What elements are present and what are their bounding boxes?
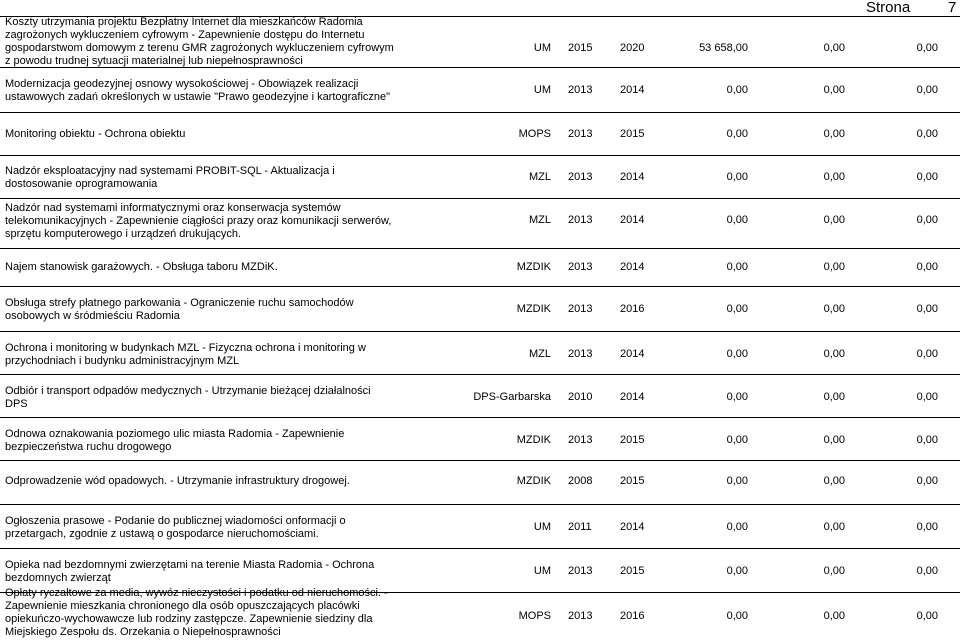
row-value-1: 0,00 [726, 261, 748, 273]
row-value-3: 0,00 [916, 565, 938, 577]
row-description: Opieka nad bezdomnymi zwierzętami na terenie Miasta Radomia - Ochrona bezdomnych zwierząt [5, 559, 375, 584]
row-year-to: 2014 [620, 214, 645, 226]
page-header [0, 0, 960, 17]
row-year-from: 2011 [568, 521, 592, 533]
table-row [0, 461, 960, 505]
row-year-from: 2013 [568, 84, 593, 96]
table-row [0, 375, 960, 418]
row-year-to: 2014 [620, 391, 645, 403]
row-unit: UM [533, 521, 551, 533]
row-value-1: 0,00 [726, 475, 748, 487]
row-value-1: 0,00 [726, 303, 748, 315]
row-value-2: 0,00 [823, 128, 845, 140]
row-year-to: 2020 [620, 42, 645, 54]
row-year-to: 2014 [620, 261, 645, 273]
row-value-1: 0,00 [726, 348, 748, 360]
row-value-1: 0,00 [726, 128, 748, 140]
budget-table [0, 16, 960, 643]
row-value-2: 0,00 [823, 84, 845, 96]
row-year-from: 2013 [568, 434, 593, 446]
row-unit: MZL [529, 348, 551, 360]
table-row [0, 156, 960, 199]
row-unit: MZDIK [516, 475, 551, 487]
row-year-from: 2013 [568, 565, 593, 577]
row-value-1: 0,00 [726, 565, 748, 577]
row-year-to: 2015 [620, 434, 645, 446]
row-value-1: 0,00 [726, 521, 748, 533]
row-value-3: 0,00 [916, 128, 938, 140]
row-year-from: 2013 [568, 214, 593, 226]
row-description: Ogłoszenia prasowe - Podanie do publicznej wiadomości onformacji o przetargach, zgodnie z ustawą o gospodarce nieruchomościami. [5, 515, 346, 540]
row-value-2: 0,00 [823, 214, 845, 226]
row-value-3: 0,00 [916, 348, 938, 360]
row-description: Obsługa strefy płatnego parkowania - Ograniczenie ruchu samochodów osobowych w śródmieściu Radomia [5, 297, 354, 322]
page-number: 7 [948, 0, 957, 16]
row-value-1: 0,00 [726, 610, 748, 622]
row-year-to: 2016 [620, 610, 645, 622]
row-value-3: 0,00 [916, 391, 938, 403]
row-description: Najem stanowisk garażowych. - Obsługa taboru MZDiK. [5, 261, 278, 273]
row-value-3: 0,00 [916, 171, 938, 183]
row-value-1: 0,00 [726, 391, 748, 403]
row-value-2: 0,00 [823, 261, 845, 273]
table-row [0, 505, 960, 549]
row-year-to: 2014 [620, 171, 645, 183]
row-description: Nadzór nad systemami informatycznymi oraz konserwacja systemów telekomunikacyjnych - Zapewnienie ciągłości prazy oraz komunikacji serwerów, sprzętu komputerowego i urządzeń drukujących. [5, 202, 392, 240]
row-year-to: 2014 [620, 84, 645, 96]
row-unit: UM [533, 84, 551, 96]
row-value-1: 0,00 [726, 214, 748, 226]
table-row [0, 332, 960, 375]
row-unit: UM [533, 565, 551, 577]
table-row [0, 418, 960, 461]
row-unit: DPS-Garbarska [473, 391, 551, 403]
row-value-2: 0,00 [823, 42, 845, 54]
table-row [0, 587, 960, 643]
row-year-from: 2013 [568, 171, 593, 183]
row-year-from: 2013 [568, 303, 593, 315]
row-value-3: 0,00 [916, 610, 938, 622]
row-value-3: 0,00 [916, 303, 938, 315]
row-year-to: 2014 [620, 521, 645, 533]
table-row [0, 287, 960, 332]
row-year-from: 2013 [568, 128, 593, 140]
row-value-1: 0,00 [726, 171, 748, 183]
row-description: Odprowadzenie wód opadowych. - Utrzymanie infrastruktury drogowej. [5, 475, 350, 487]
row-value-2: 0,00 [823, 391, 845, 403]
row-value-3: 0,00 [916, 434, 938, 446]
row-unit: MZL [529, 171, 551, 183]
row-value-3: 0,00 [916, 261, 938, 273]
row-unit: MZDIK [516, 261, 551, 273]
row-year-from: 2008 [568, 475, 593, 487]
row-unit: MZDIK [516, 303, 551, 315]
row-unit: MZL [529, 214, 551, 226]
row-year-from: 2013 [568, 610, 593, 622]
row-value-2: 0,00 [823, 348, 845, 360]
table-row [0, 16, 960, 68]
row-description: Nadzór eksploatacyjny nad systemami PROBIT-SQL - Aktualizacja i dostosowanie oprogramowania [5, 165, 335, 190]
row-value-2: 0,00 [823, 610, 845, 622]
row-year-to: 2015 [620, 565, 645, 577]
row-value-3: 0,00 [916, 42, 938, 54]
table-row [0, 68, 960, 113]
row-description: Koszty utrzymania projektu Bezpłatny Internet dla mieszkańców Radomia zagrożonych wykluczeniem cyfrowym - Zapewnienie dostępu do Internetu gospodarstwom domowym z terenu GMR zagrożonych wykluczeniem cyfrowym z powodu trudnej sytuacji materialnej lub niepełnosprawności [5, 16, 394, 67]
row-value-2: 0,00 [823, 475, 845, 487]
row-value-1: 0,00 [726, 84, 748, 96]
table-row [0, 113, 960, 156]
row-value-1: 53 658,00 [699, 42, 748, 54]
row-value-3: 0,00 [916, 84, 938, 96]
row-unit: MOPS [518, 610, 551, 622]
table-row [0, 199, 960, 249]
row-description: Odnowa oznakowania poziomego ulic miasta Radomia - Zapewnienie bezpieczeństwa ruchu drogowego [5, 428, 345, 453]
row-value-2: 0,00 [823, 434, 845, 446]
row-value-2: 0,00 [823, 171, 845, 183]
row-unit: MOPS [518, 128, 551, 140]
row-year-to: 2016 [620, 303, 645, 315]
row-description: Ochrona i monitoring w budynkach MZL - Fizyczna ochrona i monitoring w przychodniach i budynku administracyjnym MZL [5, 342, 366, 367]
row-unit: MZDIK [516, 434, 551, 446]
row-unit: UM [533, 42, 551, 54]
row-value-2: 0,00 [823, 565, 845, 577]
row-value-3: 0,00 [916, 475, 938, 487]
row-description: Modernizacja geodezyjnej osnowy wysokościowej - Obowiązek realizacji ustawowych zadań określonych w ustawie "Prawo geodezyjne i kartograficzne" [5, 78, 391, 103]
row-description: Odbiór i transport odpadów medycznych - Utrzymanie bieżącej działalności DPS [5, 385, 371, 410]
page-label: Strona [866, 0, 911, 16]
row-description: Monitoring obiektu - Ochrona obiektu [5, 128, 186, 140]
row-year-from: 2010 [568, 391, 593, 403]
row-value-2: 0,00 [823, 521, 845, 533]
row-year-to: 2014 [620, 348, 645, 360]
row-value-3: 0,00 [916, 214, 938, 226]
row-year-from: 2013 [568, 261, 593, 273]
row-year-from: 2013 [568, 348, 593, 360]
row-value-1: 0,00 [726, 434, 748, 446]
row-year-from: 2015 [568, 42, 593, 54]
table-row [0, 249, 960, 287]
row-value-2: 0,00 [823, 303, 845, 315]
row-description: Opłaty ryczałtowe za media, wywóz nieczystości i podatku od nieruchomości. - Zapewnienie mieszkania chronionego dla osób opuszczających placówki opiekuńczo-wychowawcze lub rodziny zastępcze. Zapewnienie siedziny dla Miejskiego Zespołu ds. Orzekania o Niepełnosprawności [5, 587, 388, 638]
row-value-3: 0,00 [916, 521, 938, 533]
row-year-to: 2015 [620, 128, 645, 140]
row-year-to: 2015 [620, 475, 645, 487]
